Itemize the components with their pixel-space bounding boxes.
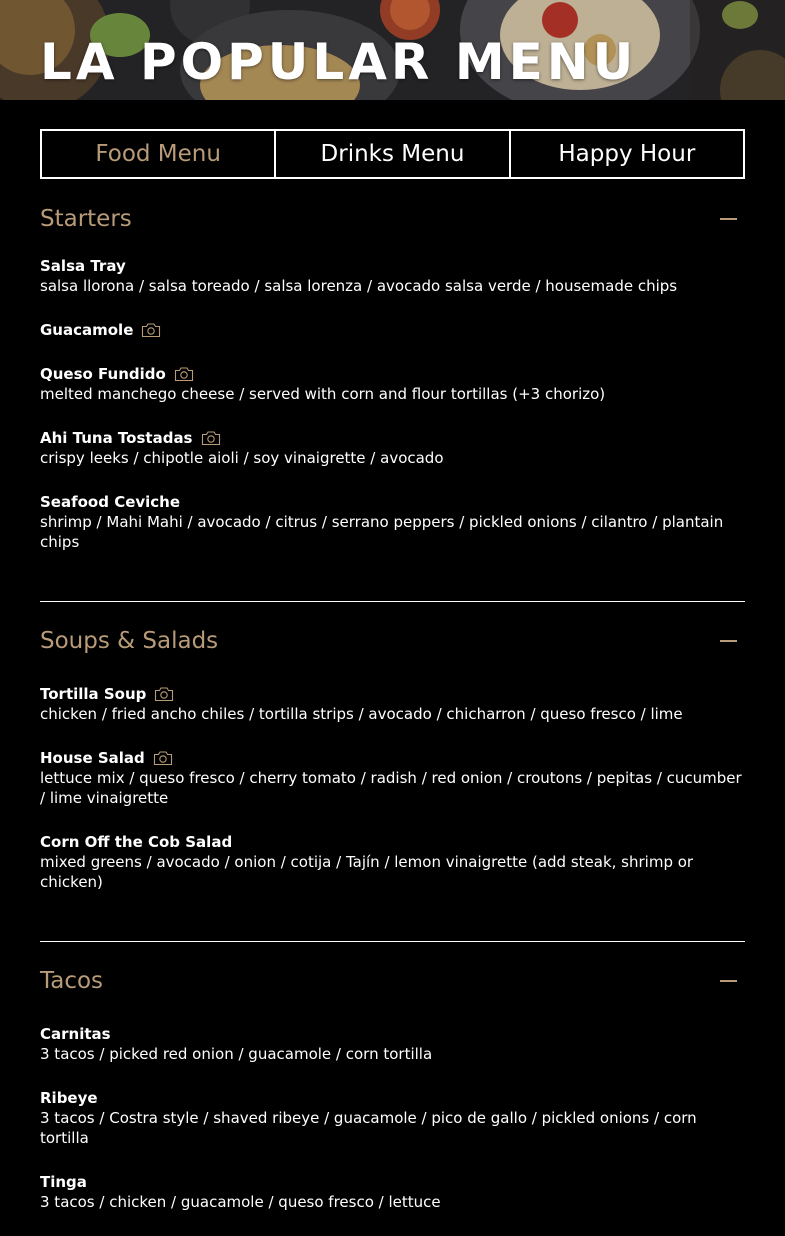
item-name: Tinga xyxy=(40,1173,87,1191)
item-name: Seafood Ceviche xyxy=(40,493,181,511)
item-name: Tortilla Soup xyxy=(40,685,147,703)
section-soups-salads xyxy=(40,602,745,942)
item-description: chicken / fried ancho chiles / tortilla strips / avocado / chicharron / queso fresco / lime xyxy=(40,705,683,723)
menu-item xyxy=(40,832,745,892)
menu-content xyxy=(40,186,745,1236)
menu-item xyxy=(40,748,745,808)
hero-banner xyxy=(0,0,785,100)
camera-icon[interactable] xyxy=(201,430,221,446)
item-name: Ahi Tuna Tostadas xyxy=(40,429,193,447)
section-header-tacos[interactable] xyxy=(40,942,745,1020)
collapse-minus-icon[interactable] xyxy=(720,640,737,642)
item-name: Ribeye xyxy=(40,1089,98,1107)
item-name: Salsa Tray xyxy=(40,257,126,275)
section-header-starters[interactable] xyxy=(40,186,745,252)
page-title: LA POPULAR MENU xyxy=(40,33,638,91)
menu-item xyxy=(40,320,745,340)
menu-item xyxy=(40,1024,745,1064)
menu-item xyxy=(40,684,745,724)
menu-item xyxy=(40,256,745,296)
item-name: Queso Fundido xyxy=(40,365,166,383)
item-name: Guacamole xyxy=(40,321,134,339)
menu-item xyxy=(40,428,745,468)
item-description: lettuce mix / queso fresco / cherry tomato / radish / red onion / croutons / pepitas / cucumber / lime vinaigrette xyxy=(40,769,742,807)
item-description: salsa llorona / salsa toreado / salsa lorenza / avocado salsa verde / housemade chips xyxy=(40,277,678,295)
item-description: 3 tacos / Costra style / shaved ribeye / guacamole / pico de gallo / pickled onions / corn tortilla xyxy=(40,1109,697,1147)
tab-food-menu[interactable]: Food Menu xyxy=(40,129,276,179)
section-starters xyxy=(40,186,745,602)
menu-item xyxy=(40,364,745,404)
section-title: Soups & Salads xyxy=(40,628,219,654)
menu-item xyxy=(40,492,745,552)
camera-icon[interactable] xyxy=(153,750,173,766)
section-title: Starters xyxy=(40,206,132,232)
item-description: mixed greens / avocado / onion / cotija / Tajín / lemon vinaigrette (add steak, shrimp or chicken) xyxy=(40,853,694,891)
section-header-soups-salads[interactable] xyxy=(40,602,745,680)
collapse-minus-icon[interactable] xyxy=(720,980,737,982)
item-name: Corn Off the Cob Salad xyxy=(40,833,233,851)
menu-tabs xyxy=(40,129,745,179)
item-description: 3 tacos / picked red onion / guacamole / corn tortilla xyxy=(40,1045,433,1063)
section-title: Tacos xyxy=(40,968,104,994)
section-tacos xyxy=(40,942,745,1212)
menu-item xyxy=(40,1172,745,1212)
item-description: melted manchego cheese / served with corn and flour tortillas (+3 chorizo) xyxy=(40,385,606,403)
item-description: 3 tacos / chicken / guacamole / queso fresco / lettuce xyxy=(40,1193,441,1211)
item-description: shrimp / Mahi Mahi / avocado / citrus / serrano peppers / pickled onions / cilantro / plantain chips xyxy=(40,513,724,551)
item-description: crispy leeks / chipotle aioli / soy vinaigrette / avocado xyxy=(40,449,444,467)
tab-drinks-menu[interactable]: Drinks Menu xyxy=(274,129,510,179)
camera-icon[interactable] xyxy=(154,686,174,702)
collapse-minus-icon[interactable] xyxy=(720,218,737,220)
item-name: House Salad xyxy=(40,749,145,767)
menu-item xyxy=(40,1088,745,1148)
item-name: Carnitas xyxy=(40,1025,111,1043)
camera-icon[interactable] xyxy=(141,322,161,338)
tab-happy-hour[interactable]: Happy Hour xyxy=(509,129,745,179)
camera-icon[interactable] xyxy=(174,366,194,382)
